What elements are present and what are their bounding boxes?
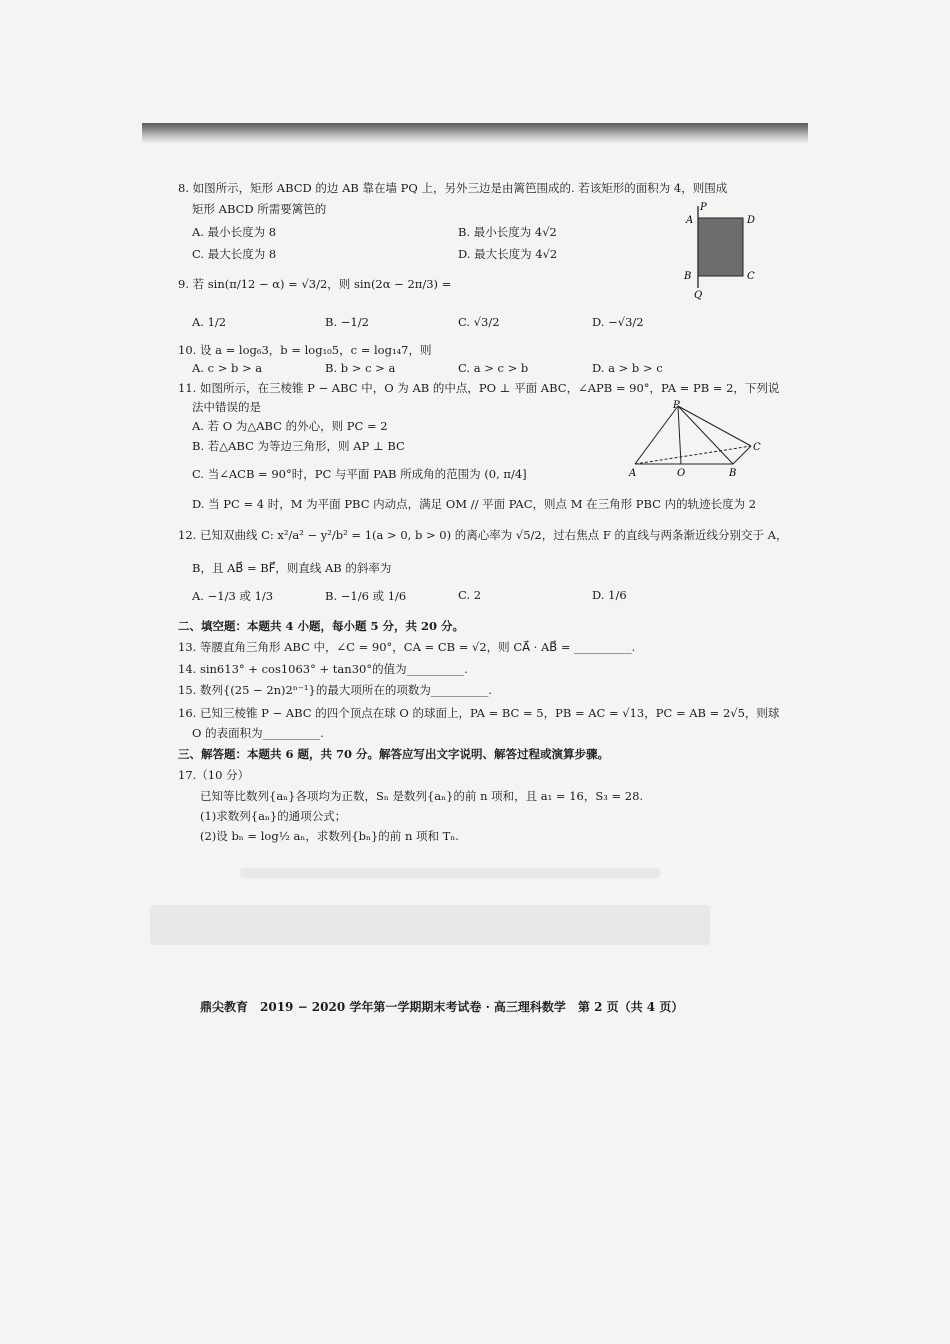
q12-option-a: A. −1/3 或 1/3 bbox=[192, 589, 274, 603]
label-q: Q bbox=[694, 290, 703, 300]
q17-part1: (1)求数列{aₙ}的通项公式； bbox=[200, 809, 347, 823]
edge-pc bbox=[678, 406, 751, 446]
q8-option-b: B. 最小长度为 4√2 bbox=[458, 225, 557, 239]
q11-option-a: A. 若 O 为△ABC 的外心，则 PC = 2 bbox=[192, 419, 388, 433]
q11-line1: 11. 如图所示，在三棱锥 P − ABC 中，O 为 AB 的中点，PO ⊥ 平面 ABC，∠APB = 90°，PA = PB = 2，下列说 bbox=[178, 381, 780, 395]
q10-option-b: B. b > c > a bbox=[325, 361, 396, 375]
q15: 15. 数列{(25 − 2n)2ⁿ⁻¹}的最大项所在的项数为__________. bbox=[178, 683, 492, 697]
q9-stem: 9. 若 sin(π/12 − α) = √3/2，则 sin(2α − 2π/3) = bbox=[178, 277, 452, 291]
rectangle-abcd bbox=[698, 218, 743, 276]
label-b: B bbox=[684, 271, 692, 282]
label-d: D bbox=[747, 215, 756, 226]
scan-smudge bbox=[150, 905, 710, 945]
q8-line2: 矩形 ABCD 所需要篱笆的 bbox=[192, 202, 327, 216]
q8-option-d: D. 最大长度为 4√2 bbox=[458, 247, 558, 261]
q17-heading: 17.（10 分） bbox=[178, 768, 250, 782]
q12-line1: 12. 已知双曲线 C: x²/a² − y²/b² = 1(a > 0, b > 0) 的离心率为 √5/2，过右焦点 F 的直线与两条渐近线分别交于 A， bbox=[178, 528, 788, 542]
q8-option-a: A. 最小长度为 8 bbox=[192, 225, 277, 239]
q11-pyramid-figure bbox=[625, 400, 765, 482]
section-2-heading: 二、填空题：本题共 4 小题，每小题 5 分，共 20 分。 bbox=[178, 619, 465, 633]
q8-line1: 8. 如图所示，矩形 ABCD 的边 AB 靠在墙 PQ 上，另外三边是由篱笆围成的. 若该矩形的面积为 4，则围成 bbox=[178, 181, 728, 195]
q17-part2: (2)设 bₙ = log½ aₙ，求数列{bₙ}的前 n 项和 Tₙ. bbox=[200, 829, 459, 843]
q9-option-c: C. √3/2 bbox=[458, 315, 500, 329]
scan-smudge bbox=[240, 868, 660, 878]
scan-shadow-bar bbox=[142, 123, 808, 143]
q9-option-d: D. −√3/2 bbox=[592, 315, 644, 329]
q14: 14. sin613° + cos1063° + tan30°的值为__________. bbox=[178, 662, 468, 676]
q10-option-a: A. c > b > a bbox=[192, 361, 263, 375]
label-a: A bbox=[686, 215, 694, 226]
q11-option-d: D. 当 PC = 4 时，M 为平面 PBC 内动点，满足 OM // 平面 PAC，则点 M 在三角形 PBC 内的轨迹长度为 2 bbox=[192, 497, 757, 511]
q9-option-b: B. −1/2 bbox=[325, 315, 369, 329]
q11-option-c: C. 当∠ACB = 90°时，PC 与平面 PAB 所成角的范围为 (0, π/4] bbox=[192, 467, 527, 481]
edge-pa bbox=[635, 406, 678, 464]
edge-pb bbox=[678, 406, 733, 464]
q11-option-b: B. 若△ABC 为等边三角形，则 AP ⊥ BC bbox=[192, 439, 405, 453]
q10-stem: 10. 设 a = log₆3，b = log₁₀5，c = log₁₄7，则 bbox=[178, 343, 432, 357]
q8-rectangle-figure bbox=[680, 200, 770, 300]
label-p: P bbox=[673, 400, 680, 411]
q16-line2: O 的表面积为__________. bbox=[192, 726, 324, 740]
q12-line2: B，且 AB⃗ = BF⃗，则直线 AB 的斜率为 bbox=[192, 561, 392, 575]
label-b: B bbox=[729, 468, 737, 479]
q12-option-d: D. 1/6 bbox=[592, 588, 627, 602]
q12-option-b: B. −1/6 或 1/6 bbox=[325, 589, 407, 603]
q12-option-c: C. 2 bbox=[458, 588, 482, 602]
page-footer: 鼎尖教育 2019 − 2020 学年第一学期期末考试卷 · 高三理科数学 第 2 页（共 4 页） bbox=[200, 1000, 684, 1014]
label-a: A bbox=[629, 468, 637, 479]
edge-ac-hidden bbox=[635, 446, 751, 464]
q16-line1: 16. 已知三棱锥 P − ABC 的四个顶点在球 O 的球面上，PA = BC = 5，PB = AC = √13，PC = AB = 2√5，则球 bbox=[178, 706, 780, 720]
q8-option-c: C. 最大长度为 8 bbox=[192, 247, 277, 261]
label-o: O bbox=[677, 468, 686, 479]
q13: 13. 等腰直角三角形 ABC 中，∠C = 90°，CA = CB = √2，则 CA⃗ · AB⃗ = __________. bbox=[178, 640, 636, 654]
q10-option-d: D. a > b > c bbox=[592, 361, 663, 375]
label-c: C bbox=[747, 271, 755, 282]
label-c: C bbox=[753, 442, 761, 453]
q9-option-a: A. 1/2 bbox=[192, 315, 227, 329]
section-3-heading: 三、解答题：本题共 6 题，共 70 分。解答应写出文字说明、解答过程或演算步骤。 bbox=[178, 747, 610, 761]
label-p: P bbox=[700, 202, 707, 213]
q10-option-c: C. a > c > b bbox=[458, 361, 529, 375]
q17-line1: 已知等比数列{aₙ}各项均为正数，Sₙ 是数列{aₙ}的前 n 项和，且 a₁ = 16，S₃ = 28. bbox=[200, 789, 644, 803]
edge-po bbox=[678, 406, 681, 464]
q11-line2: 法中错误的是 bbox=[192, 400, 261, 414]
